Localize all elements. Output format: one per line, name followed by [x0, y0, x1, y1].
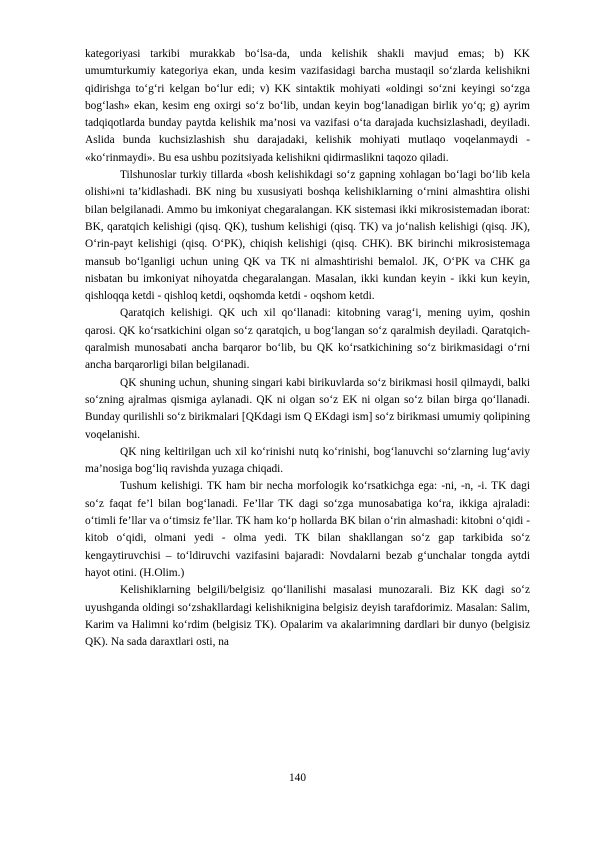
paragraph: QK shuning uchun, shuning singari kabi birikuvlarda so‘z birikmasi hosil qilmaydi, balki so‘zning ajralmas qismiga aylanadi. QK ni olgan so‘z EK ni olgan so‘z bilan birga qo‘llanadi. Bunday qurilishli so‘z birikmalari [QKdagi ism Q EKdagi ism] so‘z birikmasi umumiy qolipining voqelanishi. [85, 376, 530, 441]
paragraph: Tushum kelishigi. TK ham bir necha morfologik ko‘rsatkichga ega: -ni, -n, -i. TK dagi so‘z faqat fe’l bilan bog‘lanadi. Fe’llar TK dagi so‘zga munosabatiga ko‘ra, ikkiga ajraladi: o‘timli fe’llar va o‘timsiz fe’llar. TK ham ko‘p hollarda BK bilan o‘rin almashadi: kitobni o‘qidi - kitob o‘qidi, olmani yedi - olma yedi. TK bilan shakllangan so‘z gap tarkibida so‘z kengaytiruvchisi – to‘ldiruvchi vazifasini bajaradi: Novdalarni bezab g‘unchalar tongda aytdi hayot otini. (H.Olim.) [85, 480, 530, 579]
paragraph: QK ning keltirilgan uch xil ko‘rinishi nutq ko‘rinishi, bog‘lanuvchi so‘zlarning lug‘aviy ma’nosiga bog‘liq ravishda yuzaga chiqadi. [85, 445, 530, 476]
paragraph: Tilshunoslar turkiy tillarda «bosh kelishikdagi so‘z gapning xohlagan bo‘lagi bo‘lib kela olishi»ni ta’kidlashadi. BK ning bu xususiyati boshqa kelishiklarning o‘rnini almashtira olishi bilan belgilanadi. Ammo bu imkoniyat chegaralangan. KK sistemasi ikki mikrosistemadan iborat: BK, qaratqich kelishigi (qisq. QK), tushum kelishigi (qisq. TK) va jo‘nalish kelishigi (qisq. JK), O‘rin-payt kelishigi (qisq. O‘PK), chiqish kelishigi (qisq. CHK). BK birinchi mikrosistemaga mansub bo‘lganligi uchun uning QK va TK ni almashtirishi bemalol. JK, O‘PK va CHK ga nisbatan bu imkoniyat nihoyatda chegaralangan. Masalan, ikki kundan keyin - ikki kun keyin, qishloqqa ketdi - qishloq ketdi, oqshomda ketdi - oqshom ketdi. [85, 169, 530, 303]
paragraph: Kelishiklarning belgili/belgisiz qo‘llanilishi masalasi munozarali. Biz KK dagi so‘z uyushganda oldingi so‘zshakllardagi kelishiknigina belgisiz deyish tarafdorimiz. Masalan: Salim, Karim va Halimni ko‘rdim (belgisiz TK). Opalarim va akalarimning dardlari bir dunyo (belgisiz QK). Na sada daraxtlari osti, na [85, 584, 530, 649]
paragraph: kategoriyasi tarkibi murakkab bo‘lsa-da, unda kelishik shakli mavjud emas; b) KK umumturkumiy kategoriya ekan, unda kesim vazifasidagi barcha mustaqil so‘zlarda kelishikni qidirishga to‘g‘ri kelgan bo‘lur edi; v) KK sintaktik mohiyati «oldingi so‘zni keyingi so‘zga bog‘lash» ekan, kesim eng oxirgi so‘z bo‘lib, undan keyin bog‘lanadigan birlik yo‘q; g) ayrim tadqiqotlarda bunday paytda kelishik ma’nosi va vazifasi o‘ta darajada kuchsizlashadi, deyiladi. Aslida bunda kuchsizlashish shu darajadaki, kelishik mohiyati mutlaqo voqelanmaydi - «ko‘rinmaydi». Bu esa ushbu pozitsiyada kelishikni qidirmaslikni taqozo qiladi. [85, 48, 530, 164]
document-body [85, 46, 530, 651]
paragraph: Qaratqich kelishigi. QK uch xil qo‘llanadi: kitobning varag‘i, mening uyim, qoshin qarosi. QK ko‘rsatkichini olgan so‘z qaratqich, u bog‘langan so‘z qaralmish deyiladi. Qaratqich-qaralmish munosabati ancha barqaror bo‘lib, bu QK ko‘rsatkichining so‘z birikmasidagi o‘rni ancha barqarorligi bilan belgilanadi. [85, 307, 530, 372]
page-number: 140 [288, 772, 306, 784]
